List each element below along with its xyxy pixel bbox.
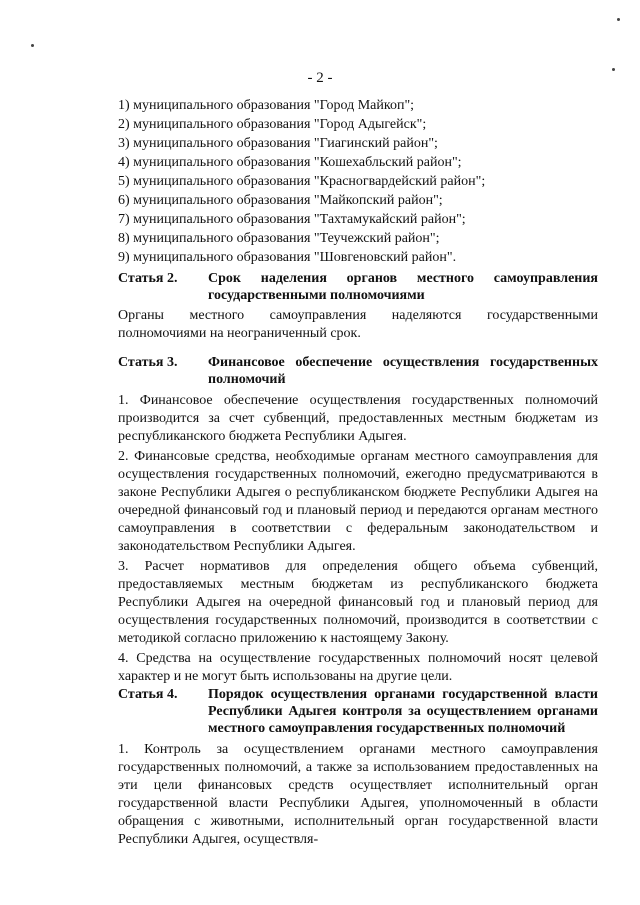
- article-4: [118, 686, 598, 849]
- article-paragraph: Органы местного самоуправления наделяются государственными полномочиями на неограниченный срок.: [118, 308, 598, 341]
- page-number: - 2 -: [307, 70, 333, 86]
- list-item: 8) муниципального образования "Теучежский район";: [118, 231, 440, 246]
- article-heading: [118, 270, 598, 304]
- article-paragraph: 4. Средства на осуществление государственных полномочий носят целевой характер и не могут быть использованы на другие цели.: [118, 651, 598, 684]
- list-item: 2) муниципального образования "Город Адыгейск";: [118, 117, 427, 132]
- municipality-list: [118, 96, 518, 267]
- list-item: 9) муниципального образования "Шовгеновский район".: [118, 250, 457, 265]
- article-paragraph: 2. Финансовые средства, необходимые органам местного самоуправления для осуществления государственных полномочий, ежегодно предусматриваются в законе Республики Адыгея о республиканском бюджете Республики Адыгея на очередной финансовый год и плановый период и передаются органам местного самоуправления в соответствии с федеральным законодательством и законодательством Республики Адыгея.: [118, 449, 598, 554]
- list-item: 7) муниципального образования "Тахтамукайский район";: [118, 212, 466, 227]
- article-number: Статья 2.: [118, 271, 178, 286]
- scan-speck: [31, 44, 34, 47]
- list-item: 6) муниципального образования "Майкопский район";: [118, 193, 443, 208]
- article-2: [118, 270, 598, 343]
- article-3: [118, 354, 598, 686]
- article-title: Финансовое обеспечение осуществления государственных полномочий: [208, 355, 598, 387]
- article-title: Срок наделения органов местного самоуправления государственными полномочиями: [208, 271, 598, 303]
- article-number: Статья 4.: [118, 687, 178, 702]
- article-paragraph: 1. Контроль за осуществлением органами местного самоуправления государственных полномочий, а также за использованием предоставленных на эти цели финансовых средств осуществляет исполнительный орган государственной власти Республики Адыгея, уполномоченный в области обращения с животными, исполнительный орган государственной власти Республики Адыгея, осуществля-: [118, 742, 598, 847]
- article-number: Статья 3.: [118, 355, 178, 370]
- article-title: Порядок осуществления органами государственной власти Республики Адыгея контроля за осуществлением органами местного самоуправления государственных полномочий: [208, 687, 598, 736]
- list-item: 4) муниципального образования "Кошехабльский район";: [118, 155, 462, 170]
- list-item: 3) муниципального образования "Гиагинский район";: [118, 136, 438, 151]
- scan-speck: [617, 18, 620, 21]
- list-item: 5) муниципального образования "Красногвардейский район";: [118, 174, 486, 189]
- list-item: 1) муниципального образования "Город Майкоп";: [118, 98, 415, 113]
- article-paragraph: 3. Расчет нормативов для определения общего объема субвенций, предоставляемых местным бюджетам из республиканского бюджета Республики Адыгея на очередной финансовый год и плановый период для осуществления государственных полномочий, производится в соответствии с методикой согласно приложению к настоящему Закону.: [118, 559, 598, 646]
- article-heading: [118, 686, 598, 737]
- article-heading: [118, 354, 598, 388]
- article-paragraph: 1. Финансовое обеспечение осуществления государственных полномочий производится за счет субвенций, предоставленных местным бюджетам из республиканского бюджета Республики Адыгея.: [118, 393, 598, 444]
